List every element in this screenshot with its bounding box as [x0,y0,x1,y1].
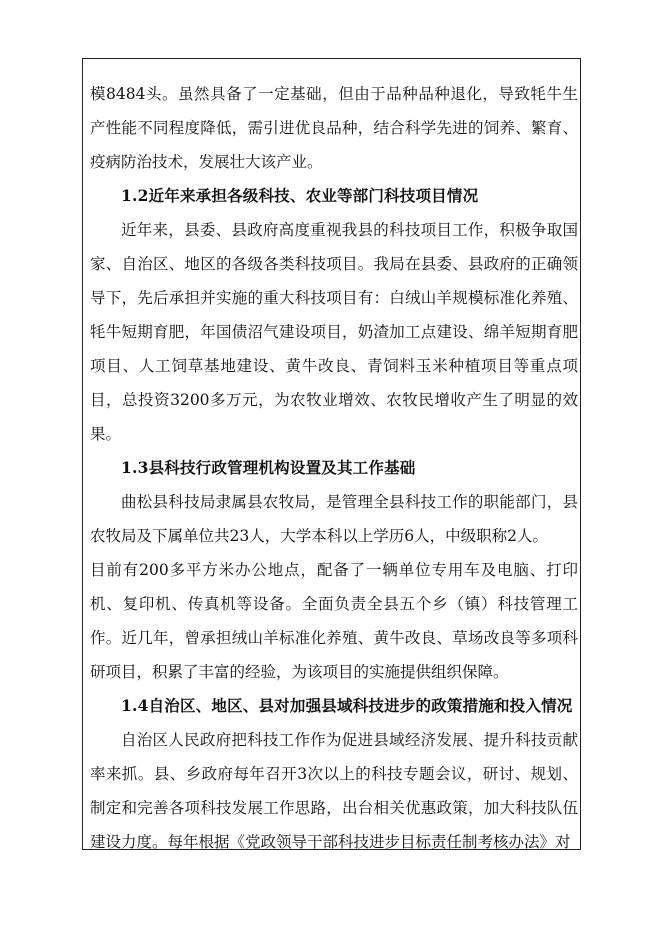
paragraph-1-2: 近年来，县委、县政府高度重视我县的科技项目工作，积极争取国家、自治区、地区的各级各类科技项目。我局在县委、县政府的正确领导下，先后承担并实施的重大科技项目有：白绒山羊规模标准化养殖、牦牛短期育肥，年国债沼气建设项目，奶渣加工点建设、绵羊短期育肥项目、人工饲草基地建设、黄牛改良、青饲料玉米种植项目等重点项目，总投资3200多万元，为农牧业增效、农牧民增收产生了明显的效果。 [90,221,578,443]
section-heading-1-3: 1.3县科技行政管理机构设置及其工作基础 [121,458,416,477]
section-heading-1-2: 1.2近年来承担各级科技、农业等部门科技项目情况 [121,186,479,205]
paragraph-1-3b: 目前有200多平方米办公地点，配备了一辆单位专用车及电脑、打印机、复印机、传真机等设备。全面负责全县五个乡（镇）科技管理工作。近几年，曾承担绒山羊标准化养殖、黄牛改良、草场改良等多项科研项目，积累了丰富的经验，为该项目的实施提供组织保障。 [90,561,578,681]
section-heading-1-4: 1.4自治区、地区、县对加强县域科技进步的政策措施和投入情况 [121,696,573,715]
document-body [90,77,578,859]
paragraph-1-3a: 曲松县科技局隶属县农牧局，是管理全县科技工作的职能部门，县农牧局及下属单位共23人，大学本科以上学历6人，中级职称2人。 [90,493,578,545]
paragraph-continuation: 模8484头。虽然具备了一定基础，但由于品种品种退化，导致牦牛生产性能不同程度降低，需引进优良品种，结合科学先进的饲养、繁育、疫病防治技术，发展壮大该产业。 [90,85,578,171]
paragraph-1-4: 自治区人民政府把科技工作作为促进县域经济发展、提升科技贡献率来抓。县、乡政府每年召开3次以上的科技专题会议，研讨、规划、制定和完善各项科技发展工作思路，出台相关优惠政策，加大科技队伍建设力度。每年根据《党政领导干部科技进步目标责任制考核办法》对 [90,731,578,851]
